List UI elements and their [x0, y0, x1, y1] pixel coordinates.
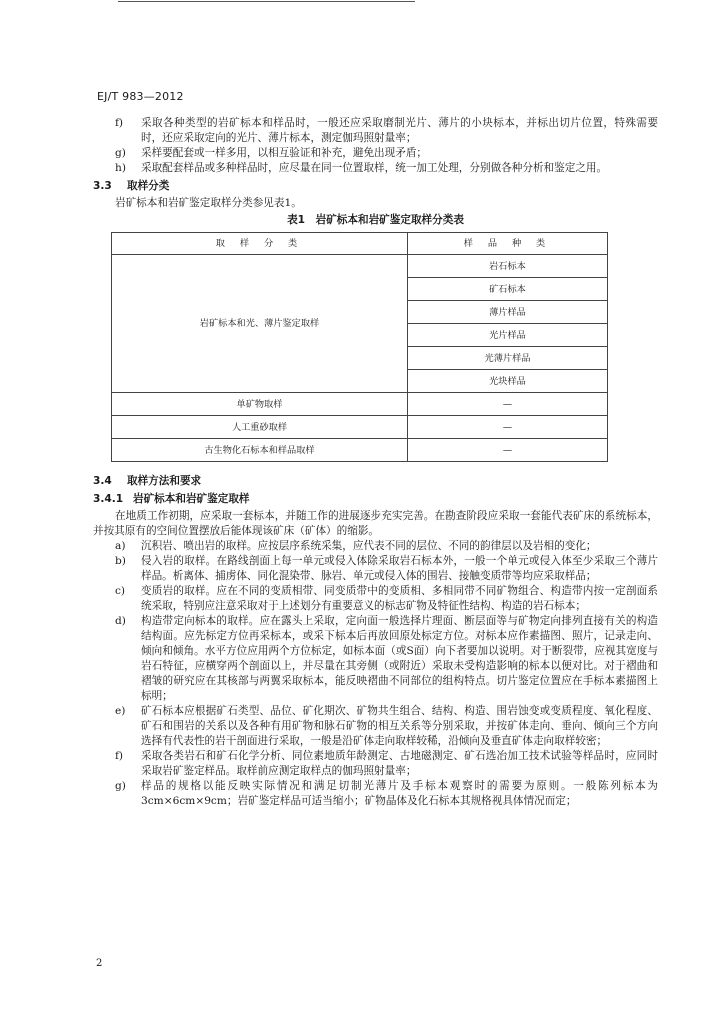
table-caption: 表1 岩矿标本和岩矿鉴定取样分类表: [287, 214, 464, 226]
section-intro: 岩矿标本和岩矿鉴定取样分类参见表1。: [115, 197, 302, 209]
list-item: c) 变质岩的取样。应在不同的变质相带、同变质带中的变质相、多相同带不同矿物组合、构造带内按一定剖面系统采取，特别应注意采取对于上述划分有重要意义的标志矿物及特征性结构、构造的岩石标本；: [115, 585, 658, 612]
table-cell: 单矿物取样: [112, 393, 408, 416]
table-row: [112, 393, 608, 416]
list-item: f) 采取各类岩石和矿石化学分析、同位素地质年龄测定、古地磁测定、矿石选冶加工技术试验等样品时，应同时采取岩矿鉴定样品。取样前应测定取样点的伽玛照射量率；: [115, 750, 658, 777]
section-heading-3-3: 3.3 取样分类: [93, 180, 170, 192]
items-top: [93, 116, 658, 176]
table-cell: —: [408, 416, 608, 439]
column-header-category: 取 样 分 类: [112, 233, 408, 255]
table-cell: 光薄片样品: [408, 347, 608, 370]
table-cell: 光块样品: [408, 370, 608, 393]
list-item: a) 沉积岩、喷出岩的取样。应按层序系统采集，应代表不同的层位、不同的韵律层以及岩相的变化；: [115, 540, 597, 552]
table-row: [112, 255, 608, 278]
standard-number-header: EJ/T 983—2012: [97, 90, 184, 103]
list-item: g) 采样要配套或一样多用，以相互验证和补充，避免出现矛盾；: [115, 147, 428, 159]
list-item: d) 构造带定向标本的取样。应在露头上采取，定向面一般选择片理面、断层面等与矿物定向排列直接有关的构造结构面。应先标定方位再采标本，或采下标本后再放回原处标定方位。对标本应作素描图、照片，记录走向、倾向和倾角。水平方位应用两个方位标定，如标本面（或S面）向下者要加以说明。对于断裂带，应视其宽度与岩石特征，应横穿两个剖面以上，并尽量在其旁侧（或附近）采取未受构造影响的标本以便对比。对于褶曲和褶皱的研究应在其核部与两翼采取标本，能反映褶曲不同部位的组构特点。切片鉴定位置应在手标本素描图上标明；: [115, 615, 658, 702]
table-cell: —: [408, 393, 608, 416]
table-cell: 岩石标本: [408, 255, 608, 278]
table-row: [112, 439, 608, 462]
table-header-row: [112, 233, 608, 255]
section-heading-3-4-1: 3.4.1 岩矿标本和岩矿鉴定取样: [93, 493, 250, 505]
table-cell: 薄片样品: [408, 301, 608, 324]
list-item: b) 侵入岩的取样。在路线剖面上每一单元或侵入体除采取岩石标本外，一般一个单元或侵入体至少采取三个薄片样品。析离体、捕虏体、同化混染带、脉岩、单元或侵入体的围岩、接触变质带等均应采取样品；: [115, 555, 658, 582]
section-heading-3-4: 3.4 取样方法和要求: [93, 475, 202, 487]
table-cell: 矿石标本: [408, 278, 608, 301]
items-3-4-1: [93, 539, 658, 809]
top-rule: [118, 1, 415, 2]
classification-table: [111, 232, 608, 462]
table-cell: 光片样品: [408, 324, 608, 347]
list-item: e) 矿石标本应根据矿石类型、品位、矿化期次、矿物共生组合、结构、构造、围岩蚀变或变质程度、氧化程度、矿石和围岩的关系以及各种有用矿物和脉石矿物的相互关系等分别采取，并按矿体走向、垂向、倾向三个方向选择有代表性的岩干剖面进行采取，一般是沿矿体走向取样较稀，沿倾向及垂直矿体走向取样较密；: [115, 705, 658, 747]
list-item: g) 样品的规格以能反映实际情况和满足切制光薄片及手标本观察时的需要为原则。一般陈列标本为3cm×6cm×9cm；岩矿鉴定样品可适当缩小；矿物晶体及化石标本其规格视具体情况而定；: [115, 780, 658, 807]
table-row: [112, 416, 608, 439]
column-header-sample-type: 样 品 种 类: [408, 233, 608, 255]
page-body: [93, 116, 658, 809]
table-cell: —: [408, 439, 608, 462]
list-item: h) 采取配套样品或多种样品时，应尽量在同一位置取样，统一加工处理，分别做各种分析和鉴定之用。: [115, 162, 608, 174]
page-number: 2: [96, 958, 103, 969]
list-item: f) 采取各种类型的岩矿标本和样品时，一般还应采取磨制光片、薄片的小块标本，并标出切片位置，特殊需要时，还应采取定向的光片、薄片标本，测定伽玛照射量率；: [115, 117, 658, 144]
section-intro: 在地质工作初期，应采取一套标本，并随工作的进展逐步充实完善。在勘查阶段应采取一套能代表矿床的系统标本，并按其原有的空间位置摆放后能体现该矿床（矿体）的缩影。: [93, 510, 658, 537]
table-cell: 人工重砂取样: [112, 416, 408, 439]
group-category-cell: 岩矿标本和光、薄片鉴定取样: [112, 255, 408, 393]
table-cell: 古生物化石标本和样品取样: [112, 439, 408, 462]
